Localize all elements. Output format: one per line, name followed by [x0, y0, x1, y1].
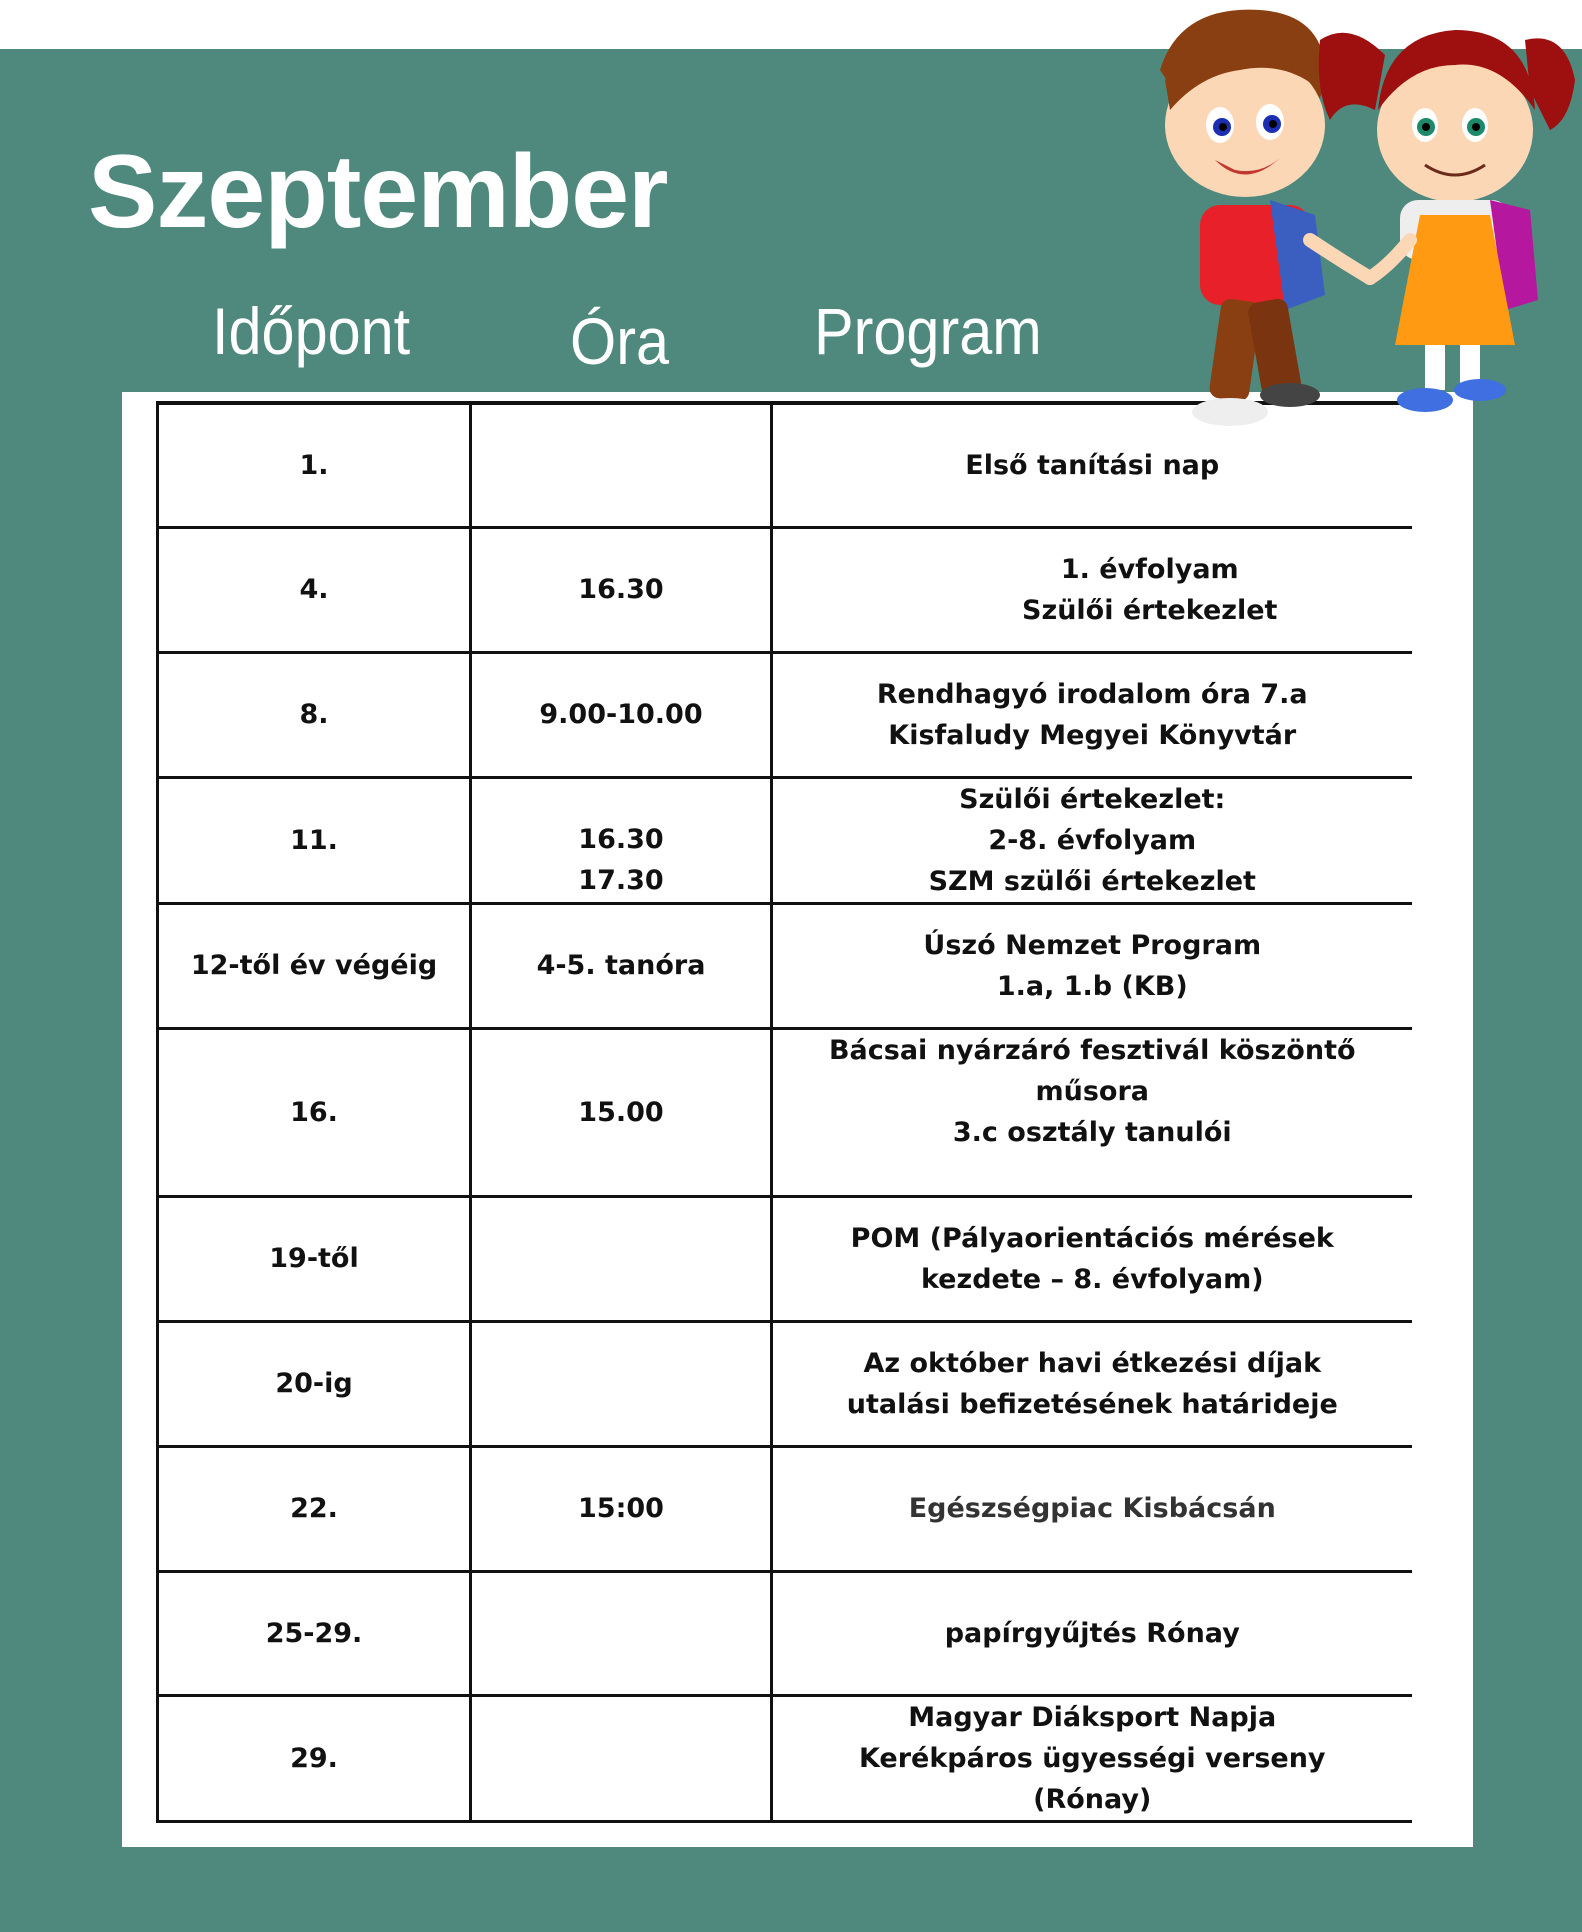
program-cell — [772, 903, 1412, 1028]
date-cell — [158, 1028, 471, 1196]
girl-figure — [1319, 30, 1575, 412]
program-text: Kerékpáros ügyességi verseny — [858, 1742, 1326, 1774]
table-row — [158, 903, 1412, 1028]
date-text: 29. — [290, 1742, 338, 1774]
column-header-time: Óra — [570, 304, 670, 378]
program-text: Magyar Diáksport Napja — [908, 1701, 1277, 1733]
program-text: Szülői értekezlet — [1022, 594, 1278, 626]
date-cell — [158, 1196, 471, 1321]
column-header-program: Program — [814, 294, 1042, 368]
program-text: Kisfaludy Megyei Könyvtár — [888, 719, 1297, 751]
program-cell — [772, 777, 1412, 903]
program-text: (Rónay) — [1033, 1783, 1152, 1815]
program-cell — [772, 527, 1412, 652]
time-cell — [471, 527, 772, 652]
date-text: 12-től év végéig — [190, 950, 438, 981]
program-text: utalási befizetésének határideje — [846, 1388, 1338, 1420]
table-row — [158, 1028, 1412, 1196]
date-cell — [158, 527, 471, 652]
children-illustration — [1120, 0, 1582, 430]
date-cell — [158, 652, 471, 777]
date-cell — [158, 1446, 471, 1571]
page-title: Szeptember — [88, 134, 668, 250]
date-cell — [158, 777, 471, 903]
date-cell — [158, 403, 471, 527]
table-row — [158, 1196, 1412, 1321]
program-text: 1. évfolyam — [1060, 553, 1239, 585]
program-cell — [772, 1028, 1412, 1196]
time-cell — [471, 1028, 772, 1196]
program-cell — [772, 652, 1412, 777]
program-cell — [772, 1695, 1412, 1821]
time-text: 16.30 — [578, 824, 664, 855]
time-cell — [471, 1446, 772, 1571]
date-text: 19-től — [269, 1243, 359, 1274]
time-cell — [471, 403, 772, 527]
table-row — [158, 1446, 1412, 1571]
schedule-table — [156, 401, 1412, 1823]
table-row — [158, 777, 1412, 903]
table-row — [158, 652, 1412, 777]
program-cell — [772, 1571, 1412, 1695]
program-text: Egészségpiac Kisbácsán — [908, 1493, 1276, 1524]
program-text: Szülői értekezlet: — [959, 783, 1226, 815]
date-text: 11. — [290, 824, 338, 856]
program-cell — [772, 1446, 1412, 1571]
program-text: 1.a, 1.b (KB) — [996, 970, 1188, 1002]
program-text: műsora — [1035, 1075, 1149, 1107]
date-text: 8. — [299, 699, 329, 730]
date-cell — [158, 1571, 471, 1695]
time-cell — [471, 1571, 772, 1695]
program-text: papírgyűjtés Rónay — [944, 1617, 1240, 1649]
program-text: Bácsai nyárzáró fesztivál köszöntő — [828, 1034, 1356, 1066]
program-cell — [772, 1196, 1412, 1321]
table-row — [158, 1321, 1412, 1446]
date-cell — [158, 1695, 471, 1821]
date-text: 16. — [290, 1096, 338, 1128]
date-text: 1. — [299, 449, 329, 481]
date-cell — [158, 1321, 471, 1446]
program-cell — [772, 1321, 1412, 1446]
program-text: Az október havi étkezési díjak — [863, 1347, 1322, 1379]
program-text: kezdete – 8. évfolyam) — [920, 1263, 1264, 1295]
time-cell — [471, 1321, 772, 1446]
program-text: 2-8. évfolyam — [988, 824, 1197, 856]
time-text: 4-5. tanóra — [536, 950, 706, 981]
table-row — [158, 1695, 1412, 1821]
time-cell — [471, 1695, 772, 1821]
time-text: 15:00 — [578, 1493, 664, 1524]
program-text: Rendhagyó irodalom óra 7.a — [876, 678, 1308, 710]
program-text: 3.c osztály tanulói — [952, 1116, 1232, 1148]
time-text: 17.30 — [578, 865, 664, 896]
program-text: Első tanítási nap — [965, 449, 1220, 481]
time-cell — [471, 652, 772, 777]
time-cell — [471, 903, 772, 1028]
time-text: 9.00-10.00 — [539, 699, 703, 730]
date-text: 4. — [299, 574, 329, 605]
column-header-date: Időpont — [212, 294, 411, 368]
table-row — [158, 1571, 1412, 1695]
table-row — [158, 527, 1412, 652]
program-text: SZM szülői értekezlet — [928, 865, 1256, 897]
time-cell — [471, 1196, 772, 1321]
program-text: Úszó Nemzet Program — [923, 929, 1262, 961]
date-text: 25-29. — [265, 1617, 363, 1649]
date-text: 20-ig — [275, 1368, 353, 1399]
time-text: 16.30 — [578, 574, 664, 605]
time-text: 15.00 — [578, 1096, 664, 1128]
date-cell — [158, 903, 471, 1028]
program-text: POM (Pályaorientációs mérések — [850, 1222, 1334, 1254]
time-cell — [471, 777, 772, 903]
date-text: 22. — [290, 1493, 338, 1524]
